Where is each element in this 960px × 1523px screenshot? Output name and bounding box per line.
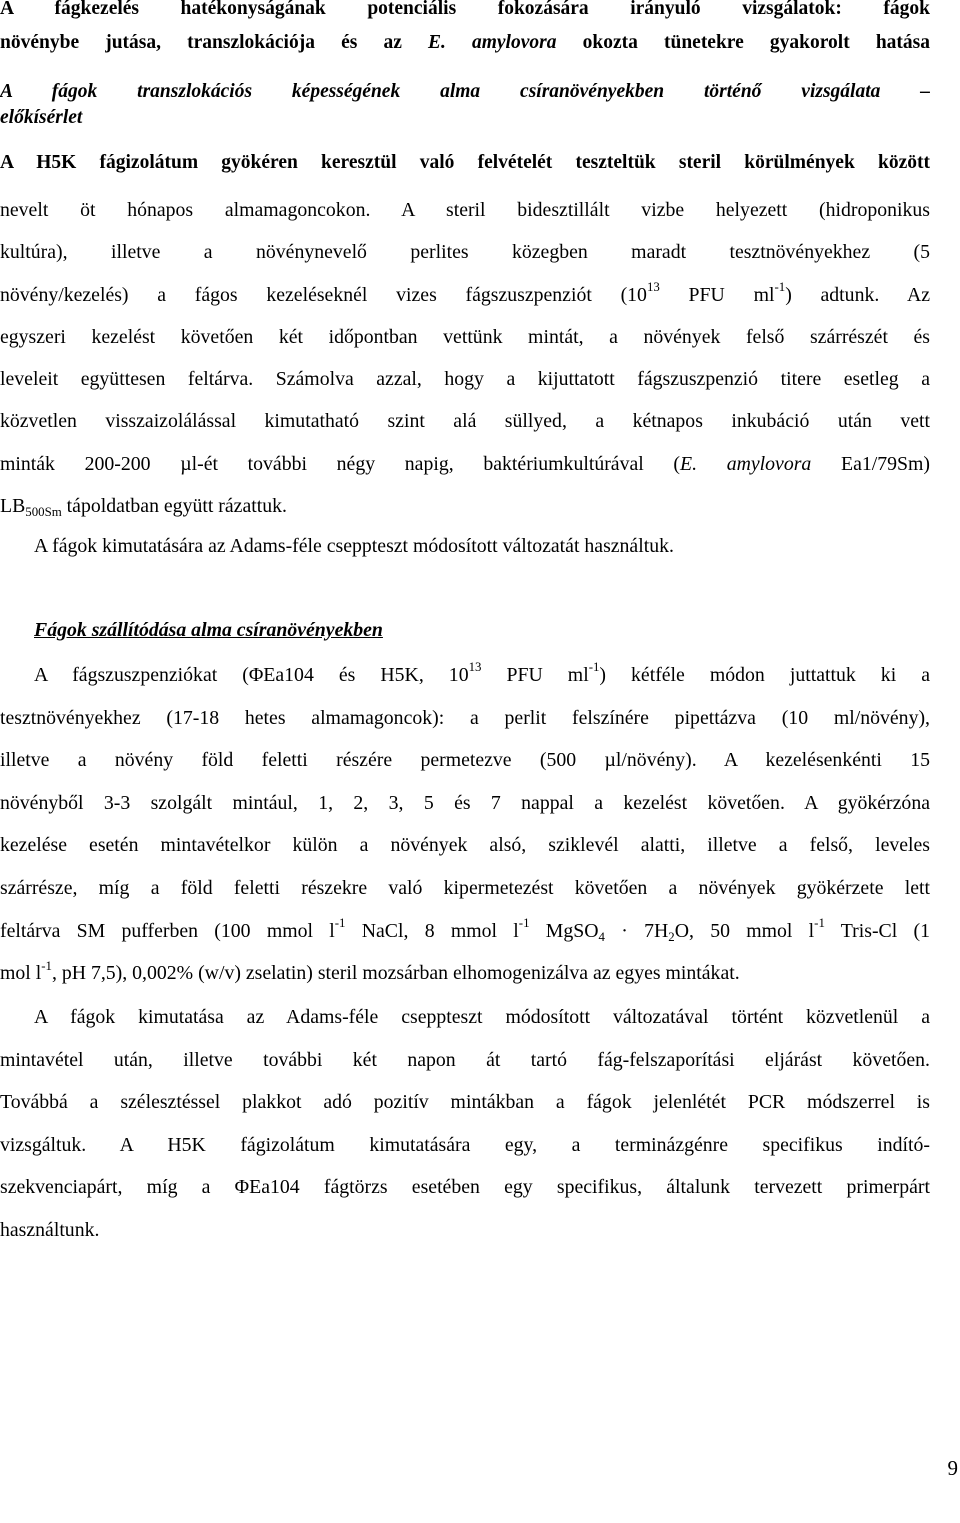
p3-line-1: A fágok kimutatása az Adams-féle cseppteszt módosított változatával történt közvetlenül a — [34, 1006, 930, 1028]
p1-line-5: leveleit együttesen feltárva. Számolva azzal, hogy a kijuttatott fágszuszpenzió titere esetleg a — [0, 368, 930, 390]
paragraph-1b: A fágok kimutatására az Adams-féle cseppteszt módosított változatát használtuk. — [34, 535, 674, 557]
p1-line-7: minták 200-200 µl-ét további négy napig, baktériumkultúrával (E. amylovora Ea1/79Sm) — [0, 452, 931, 475]
section-title: Fágok szállítódása alma csíranövényekben — [34, 619, 383, 641]
p2-line-5: kezelése esetén mintavételkor külön a növények alsó, sziklevél alatti, illetve a felső, leveles — [0, 834, 930, 857]
p2-line-8: mol $l^{-1}$, pH 7,5), 0,002% (w/v) zselatin) steril mozsárban elhomogenizálva az egyes mintákat. — [0, 958, 740, 985]
p3-line-4: vizsgáltuk. A H5K fágizolátum kimutatására egy, a terminázgénre specifikus indító- — [0, 1133, 930, 1156]
subtitle-line-2: előkísérlet — [0, 107, 83, 128]
title-line-2: növénybe jutása, transzlokációja és az E. amylovora okozta tünetekre gyakorolt hatása — [0, 32, 930, 53]
p3-line-2: mintavétel után, illetve további két napon át tartó fág-felszaporítási eljárást követően. — [0, 1048, 930, 1071]
paragraph-3 — [0, 996, 930, 1252]
chapter-title — [0, 0, 930, 60]
p2-line-7: feltárva SM pufferben (100 mmol $l^{-1}$ NaCl, 8 mmol $l^{-1}$ MgSO$_4$ · $7H_2O$, 50 mmol $l^{-1}$ Tris-Cl (1 — [0, 915, 930, 945]
p2-line-4: növényből 3-3 szolgált mintául, 1, 2, 3, 5 és 7 nappal a kezelést követően. A gyökérzóna — [0, 791, 930, 814]
paragraph-2 — [0, 654, 930, 995]
subtitle-line-1: A fágok transzlokációs képességének alma csíranövényekben történő vizsgálata – — [0, 81, 930, 102]
p2-line-2: tesztnövényekhez (17-18 hetes almamagoncok): a perlit felszínére pipettázva (10 ml/növény), — [0, 706, 930, 729]
species-name: E. amylovora — [427, 32, 557, 53]
p1-line-4: egyszeri kezelést követően két időpontban vettünk mintát, a növények felső szárrészét és — [0, 325, 930, 348]
paragraph-1 — [0, 189, 930, 527]
p3-line-3: Továbbá a szélesztéssel plakkot adó pozitív mintákban a fágok jelenlétét PCR módszerrel is — [0, 1091, 930, 1114]
bold-intro-line: A H5K fágizolátum gyökéren keresztül való felvételét teszteltük steril körülmények között — [0, 152, 930, 173]
p1-line-8: $LB_{500Sm}$ tápoldatban együtt rázattuk. — [0, 494, 287, 520]
p1-line-3: növény/kezelés) a fágos kezeléseknél vizes fágszuszpenziót ($10^{13}$ PFU $ml^{-1}$) adtunk. Az — [0, 279, 931, 306]
title-line-1: A fágkezelés hatékonyságának potenciális fokozására irányuló vizsgálatok: fágok — [0, 0, 930, 19]
p3-line-5: szekvenciapárt, míg a ΦEa104 fágtörzs esetében egy specifikus, általunk tervezett primerpárt — [0, 1176, 930, 1199]
p3-line-6: használtunk. — [0, 1218, 100, 1241]
section-subtitle — [0, 79, 930, 131]
p1-line-1: nevelt öt hónapos almamagoncokon. A steril bidesztillált vizbe helyezett (hidroponikus — [0, 199, 930, 221]
p2-line-6: szárrésze, míg a föld feletti részekre való kipermetezést követően a növények gyökérzete lett — [0, 876, 930, 899]
p2-line-1: A fágszuszpenziókat (ΦEa104 és H5K, $10^{13}$ PFU $ml^{-1}$) kétféle módon juttattuk ki a — [34, 660, 930, 686]
p1-line-6: közvetlen visszaizolálással kimutatható szint alá süllyed, a kétnapos inkubáció után vett — [0, 410, 930, 433]
p1-line-2: kultúra), illetve a növénynevelő perlites közegben maradt tesztnövényekhez (5 — [0, 241, 930, 264]
page-number: 9 — [947, 1456, 958, 1480]
p2-line-3: illetve a növény föld feletti részére permetezve (500 µl/növény). A kezelésenkénti 15 — [0, 749, 930, 772]
